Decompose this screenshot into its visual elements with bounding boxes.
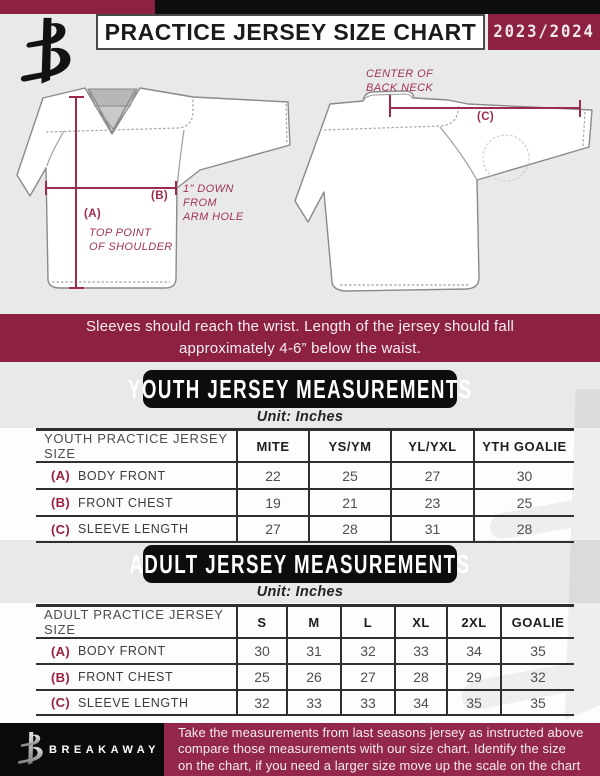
adult-table-title: ADULT PRACTICE JERSEY SIZE bbox=[44, 607, 224, 637]
jersey-diagram bbox=[0, 60, 600, 315]
footer-note-line-1: Take the measurements from last seasons jersey as instructed above bbox=[178, 724, 584, 740]
footer-b-logo-icon bbox=[17, 731, 43, 769]
notice-line-2: approximately 4-6” below the waist. bbox=[178, 340, 422, 357]
page-title: PRACTICE JERSEY SIZE CHART bbox=[104, 18, 477, 45]
annotation-a-key: (A) bbox=[84, 208, 102, 220]
youth-unit-label: Unit: Inches bbox=[256, 409, 344, 425]
notice-line-1: Sleeves should reach the wrist. Length of the jersey should fall bbox=[85, 318, 515, 335]
adult-unit-label: Unit: Inches bbox=[256, 584, 344, 600]
adult-section-title: ADULT JERSEY MEASUREMENTS bbox=[129, 548, 471, 579]
youth-section-title: YOUTH JERSEY MEASUREMENTS bbox=[127, 373, 473, 404]
col-header-l: L bbox=[363, 614, 373, 630]
top-accent-strip-maroon bbox=[0, 0, 155, 14]
col-header-m: M bbox=[308, 614, 320, 630]
col-header-s: S bbox=[257, 614, 267, 630]
table-row: (C) SLEEVE LENGTH bbox=[36, 689, 238, 714]
col-header-yth-goalie: YTH GOALIE bbox=[482, 438, 567, 454]
annotation-b-text: 1" DOWN FROM ARM HOLE bbox=[183, 183, 244, 223]
col-header-2xl: 2XL bbox=[461, 614, 487, 630]
youth-table-title: YOUTH PRACTICE JERSEY SIZE bbox=[44, 431, 228, 461]
table-row: (B) FRONT CHEST bbox=[36, 663, 238, 689]
table-row: (C) SLEEVE LENGTH bbox=[36, 515, 238, 541]
adult-size-table: ADULT PRACTICE JERSEY SIZE S M L XL 2XL GOALIE (A) BODY FRONT 30 31 32 33 34 35 (B) FRONT CHEST 25 26 27 28 29 32 (C) SLEEVE LENGTH 32 33 33 34 35 35 bbox=[36, 604, 574, 716]
col-header-ysym: YS/YM bbox=[328, 438, 372, 454]
footer-brand-block bbox=[0, 723, 164, 776]
season-badge bbox=[488, 14, 600, 50]
top-accent-strip-black bbox=[155, 0, 600, 14]
youth-size-table: YOUTH PRACTICE JERSEY SIZE MITE YS/YM YL/YXL YTH GOALIE (A) BODY FRONT 22 25 27 30 (B) FRONT CHEST 19 21 23 25 (C) SLEEVE LENGTH 27 28 31 28 bbox=[36, 428, 574, 543]
youth-section-title-pill bbox=[127, 370, 473, 408]
season-label: 2023/2024 bbox=[493, 22, 595, 42]
table-row: (A) BODY FRONT bbox=[36, 637, 238, 663]
footer-note-line-2: compare those measurements with our size chart. Identify the size bbox=[178, 741, 567, 757]
footer-note-line-3: on the chart, if you need a larger size move up the scale on the chart bbox=[178, 757, 581, 773]
footer-brand-name: BREAKAWAY bbox=[49, 743, 160, 756]
col-header-xl: XL bbox=[412, 614, 430, 630]
col-header-mite: MITE bbox=[256, 438, 290, 454]
annotation-c-text: CENTER OF BACK NECK bbox=[366, 68, 434, 94]
annotation-b-key: (B) bbox=[151, 190, 169, 202]
page-title-box bbox=[96, 14, 485, 50]
col-header-ylyxl: YL/YXL bbox=[408, 438, 457, 454]
annotation-a-text: TOP POINT OF SHOULDER bbox=[89, 227, 173, 253]
footer-instructions bbox=[164, 723, 600, 776]
table-row: (B) FRONT CHEST bbox=[36, 488, 238, 515]
fit-notice-banner bbox=[0, 314, 600, 362]
col-header-goalie: GOALIE bbox=[511, 614, 565, 630]
annotation-c-key: (C) bbox=[477, 111, 495, 123]
table-row: (A) BODY FRONT bbox=[36, 461, 238, 488]
adult-section-title-pill bbox=[129, 545, 471, 583]
